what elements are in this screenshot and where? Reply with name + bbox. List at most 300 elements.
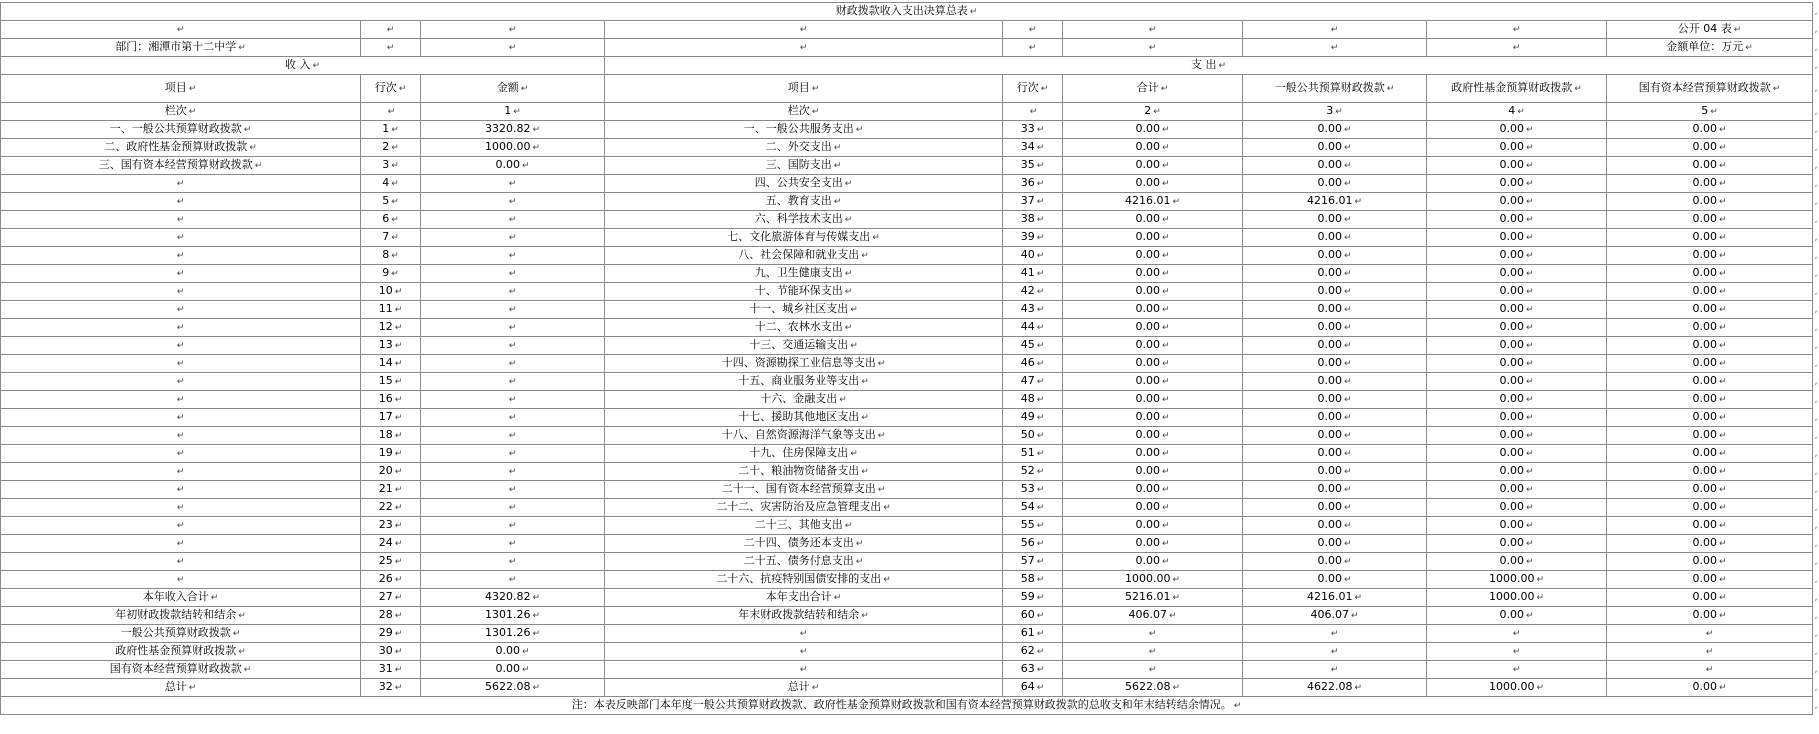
general-budget-cell[interactable] xyxy=(1243,607,1427,625)
income-item-cell[interactable] xyxy=(1,301,361,319)
expense-total-cell[interactable] xyxy=(1063,661,1243,679)
empty-cell[interactable] xyxy=(1003,21,1063,39)
expense-total-cell[interactable] xyxy=(1063,157,1243,175)
expense-line-no-cell[interactable] xyxy=(1003,409,1063,427)
income-amount-cell[interactable] xyxy=(421,265,605,283)
income-amount-cell[interactable] xyxy=(421,175,605,193)
expense-line-no-cell[interactable] xyxy=(1003,571,1063,589)
income-item-cell[interactable] xyxy=(1,211,361,229)
gov-fund-budget-cell[interactable] xyxy=(1427,679,1607,697)
expense-item-cell[interactable] xyxy=(605,643,1003,661)
general-budget-cell[interactable] xyxy=(1243,409,1427,427)
income-line-no-cell[interactable] xyxy=(361,139,421,157)
empty-cell[interactable] xyxy=(605,21,1003,39)
general-budget-cell[interactable] xyxy=(1243,481,1427,499)
expense-total-cell[interactable] xyxy=(1063,571,1243,589)
expense-line-no-cell[interactable] xyxy=(1003,157,1063,175)
expense-line-no-cell[interactable] xyxy=(1003,625,1063,643)
state-capital-budget-cell[interactable] xyxy=(1607,121,1813,139)
expense-total-cell[interactable] xyxy=(1063,643,1243,661)
expense-item-cell[interactable] xyxy=(605,265,1003,283)
income-item-cell[interactable] xyxy=(1,643,361,661)
general-budget-cell[interactable] xyxy=(1243,265,1427,283)
income-item-cell[interactable] xyxy=(1,499,361,517)
income-line-no-cell[interactable] xyxy=(361,445,421,463)
gov-fund-budget-cell[interactable] xyxy=(1427,463,1607,481)
income-line-no-cell[interactable] xyxy=(361,247,421,265)
expense-item-cell[interactable] xyxy=(605,553,1003,571)
expense-total-cell[interactable] xyxy=(1063,139,1243,157)
expense-item-cell[interactable] xyxy=(605,175,1003,193)
income-line-no-cell[interactable] xyxy=(361,319,421,337)
state-capital-budget-cell[interactable] xyxy=(1607,679,1813,697)
income-amount-cell[interactable] xyxy=(421,553,605,571)
income-amount-cell[interactable] xyxy=(421,607,605,625)
gov-fund-budget-cell[interactable] xyxy=(1427,517,1607,535)
expense-line-no-cell[interactable] xyxy=(1003,265,1063,283)
income-amount-cell[interactable] xyxy=(421,499,605,517)
gov-fund-budget-cell[interactable] xyxy=(1427,661,1607,679)
empty-cell[interactable] xyxy=(361,21,421,39)
expense-total-cell[interactable] xyxy=(1063,211,1243,229)
income-item-cell[interactable] xyxy=(1,607,361,625)
empty-cell[interactable] xyxy=(1063,39,1243,57)
state-capital-budget-cell[interactable] xyxy=(1607,229,1813,247)
expense-item-cell[interactable] xyxy=(605,535,1003,553)
expense-total-cell[interactable] xyxy=(1063,319,1243,337)
income-line-no-cell[interactable] xyxy=(361,211,421,229)
expense-line-no-cell[interactable] xyxy=(1003,175,1063,193)
expense-item-cell[interactable] xyxy=(605,661,1003,679)
gov-fund-budget-cell[interactable] xyxy=(1427,139,1607,157)
state-capital-budget-cell[interactable] xyxy=(1607,373,1813,391)
column-number-cell[interactable] xyxy=(421,103,605,121)
state-capital-budget-cell[interactable] xyxy=(1607,247,1813,265)
income-item-cell[interactable] xyxy=(1,175,361,193)
empty-cell[interactable] xyxy=(1427,21,1607,39)
empty-cell[interactable] xyxy=(1243,21,1427,39)
state-capital-budget-cell[interactable] xyxy=(1607,211,1813,229)
income-item-cell[interactable] xyxy=(1,535,361,553)
header-cell[interactable] xyxy=(1243,75,1427,103)
income-amount-cell[interactable] xyxy=(421,661,605,679)
income-amount-cell[interactable] xyxy=(421,427,605,445)
state-capital-budget-cell[interactable] xyxy=(1607,265,1813,283)
expense-total-cell[interactable] xyxy=(1063,301,1243,319)
income-amount-cell[interactable] xyxy=(421,211,605,229)
income-item-cell[interactable] xyxy=(1,571,361,589)
income-amount-cell[interactable] xyxy=(421,463,605,481)
state-capital-budget-cell[interactable] xyxy=(1607,571,1813,589)
income-item-cell[interactable] xyxy=(1,553,361,571)
expense-total-cell[interactable] xyxy=(1063,175,1243,193)
income-amount-cell[interactable] xyxy=(421,535,605,553)
expense-total-cell[interactable] xyxy=(1063,355,1243,373)
general-budget-cell[interactable] xyxy=(1243,283,1427,301)
expense-total-cell[interactable] xyxy=(1063,265,1243,283)
general-budget-cell[interactable] xyxy=(1243,175,1427,193)
general-budget-cell[interactable] xyxy=(1243,355,1427,373)
expense-item-cell[interactable] xyxy=(605,445,1003,463)
general-budget-cell[interactable] xyxy=(1243,427,1427,445)
income-line-no-cell[interactable] xyxy=(361,535,421,553)
expense-line-no-cell[interactable] xyxy=(1003,661,1063,679)
gov-fund-budget-cell[interactable] xyxy=(1427,535,1607,553)
expense-item-cell[interactable] xyxy=(605,247,1003,265)
column-number-cell[interactable] xyxy=(605,103,1003,121)
expense-item-cell[interactable] xyxy=(605,499,1003,517)
income-line-no-cell[interactable] xyxy=(361,571,421,589)
gov-fund-budget-cell[interactable] xyxy=(1427,337,1607,355)
income-section-cell[interactable] xyxy=(1,57,605,75)
income-amount-cell[interactable] xyxy=(421,139,605,157)
empty-cell[interactable] xyxy=(605,39,1003,57)
income-line-no-cell[interactable] xyxy=(361,679,421,697)
expense-line-no-cell[interactable] xyxy=(1003,589,1063,607)
general-budget-cell[interactable] xyxy=(1243,139,1427,157)
header-cell[interactable] xyxy=(1427,75,1607,103)
income-line-no-cell[interactable] xyxy=(361,589,421,607)
general-budget-cell[interactable] xyxy=(1243,445,1427,463)
state-capital-budget-cell[interactable] xyxy=(1607,301,1813,319)
gov-fund-budget-cell[interactable] xyxy=(1427,121,1607,139)
empty-cell[interactable] xyxy=(1243,39,1427,57)
expense-item-cell[interactable] xyxy=(605,625,1003,643)
expense-item-cell[interactable] xyxy=(605,337,1003,355)
gov-fund-budget-cell[interactable] xyxy=(1427,301,1607,319)
expense-total-cell[interactable] xyxy=(1063,589,1243,607)
state-capital-budget-cell[interactable] xyxy=(1607,625,1813,643)
income-item-cell[interactable] xyxy=(1,661,361,679)
expense-line-no-cell[interactable] xyxy=(1003,373,1063,391)
expense-line-no-cell[interactable] xyxy=(1003,499,1063,517)
income-line-no-cell[interactable] xyxy=(361,265,421,283)
expense-item-cell[interactable] xyxy=(605,229,1003,247)
income-line-no-cell[interactable] xyxy=(361,427,421,445)
general-budget-cell[interactable] xyxy=(1243,337,1427,355)
income-amount-cell[interactable] xyxy=(421,319,605,337)
income-amount-cell[interactable] xyxy=(421,301,605,319)
income-amount-cell[interactable] xyxy=(421,517,605,535)
expense-line-no-cell[interactable] xyxy=(1003,391,1063,409)
column-number-cell[interactable] xyxy=(1427,103,1607,121)
gov-fund-budget-cell[interactable] xyxy=(1427,589,1607,607)
gov-fund-budget-cell[interactable] xyxy=(1427,265,1607,283)
income-item-cell[interactable] xyxy=(1,229,361,247)
income-item-cell[interactable] xyxy=(1,121,361,139)
expense-line-no-cell[interactable] xyxy=(1003,229,1063,247)
column-number-cell[interactable] xyxy=(1607,103,1813,121)
general-budget-cell[interactable] xyxy=(1243,391,1427,409)
state-capital-budget-cell[interactable] xyxy=(1607,553,1813,571)
state-capital-budget-cell[interactable] xyxy=(1607,481,1813,499)
state-capital-budget-cell[interactable] xyxy=(1607,445,1813,463)
income-item-cell[interactable] xyxy=(1,679,361,697)
expense-total-cell[interactable] xyxy=(1063,391,1243,409)
expense-total-cell[interactable] xyxy=(1063,517,1243,535)
expense-line-no-cell[interactable] xyxy=(1003,463,1063,481)
department-cell[interactable] xyxy=(1,39,361,57)
empty-cell[interactable] xyxy=(1,21,361,39)
income-item-cell[interactable] xyxy=(1,373,361,391)
income-amount-cell[interactable] xyxy=(421,643,605,661)
gov-fund-budget-cell[interactable] xyxy=(1427,247,1607,265)
state-capital-budget-cell[interactable] xyxy=(1607,607,1813,625)
expense-total-cell[interactable] xyxy=(1063,481,1243,499)
general-budget-cell[interactable] xyxy=(1243,571,1427,589)
income-line-no-cell[interactable] xyxy=(361,481,421,499)
gov-fund-budget-cell[interactable] xyxy=(1427,283,1607,301)
expense-total-cell[interactable] xyxy=(1063,535,1243,553)
expense-item-cell[interactable] xyxy=(605,301,1003,319)
general-budget-cell[interactable] xyxy=(1243,553,1427,571)
income-item-cell[interactable] xyxy=(1,625,361,643)
expense-line-no-cell[interactable] xyxy=(1003,517,1063,535)
income-amount-cell[interactable] xyxy=(421,247,605,265)
income-amount-cell[interactable] xyxy=(421,625,605,643)
income-line-no-cell[interactable] xyxy=(361,517,421,535)
gov-fund-budget-cell[interactable] xyxy=(1427,571,1607,589)
unit-cell[interactable] xyxy=(1607,39,1813,57)
state-capital-budget-cell[interactable] xyxy=(1607,499,1813,517)
state-capital-budget-cell[interactable] xyxy=(1607,283,1813,301)
expense-item-cell[interactable] xyxy=(605,589,1003,607)
income-item-cell[interactable] xyxy=(1,193,361,211)
expense-line-no-cell[interactable] xyxy=(1003,247,1063,265)
header-cell[interactable] xyxy=(605,75,1003,103)
gov-fund-budget-cell[interactable] xyxy=(1427,157,1607,175)
income-line-no-cell[interactable] xyxy=(361,229,421,247)
income-item-cell[interactable] xyxy=(1,157,361,175)
income-item-cell[interactable] xyxy=(1,463,361,481)
income-line-no-cell[interactable] xyxy=(361,373,421,391)
expense-item-cell[interactable] xyxy=(605,373,1003,391)
state-capital-budget-cell[interactable] xyxy=(1607,463,1813,481)
income-line-no-cell[interactable] xyxy=(361,553,421,571)
income-line-no-cell[interactable] xyxy=(361,463,421,481)
income-item-cell[interactable] xyxy=(1,481,361,499)
income-line-no-cell[interactable] xyxy=(361,625,421,643)
income-item-cell[interactable] xyxy=(1,337,361,355)
expense-item-cell[interactable] xyxy=(605,139,1003,157)
gov-fund-budget-cell[interactable] xyxy=(1427,193,1607,211)
income-amount-cell[interactable] xyxy=(421,409,605,427)
gov-fund-budget-cell[interactable] xyxy=(1427,499,1607,517)
expense-line-no-cell[interactable] xyxy=(1003,355,1063,373)
income-item-cell[interactable] xyxy=(1,319,361,337)
expense-total-cell[interactable] xyxy=(1063,193,1243,211)
income-amount-cell[interactable] xyxy=(421,157,605,175)
expense-section-cell[interactable] xyxy=(605,57,1813,75)
gov-fund-budget-cell[interactable] xyxy=(1427,229,1607,247)
income-item-cell[interactable] xyxy=(1,265,361,283)
general-budget-cell[interactable] xyxy=(1243,463,1427,481)
expense-total-cell[interactable] xyxy=(1063,553,1243,571)
gov-fund-budget-cell[interactable] xyxy=(1427,391,1607,409)
general-budget-cell[interactable] xyxy=(1243,517,1427,535)
state-capital-budget-cell[interactable] xyxy=(1607,535,1813,553)
expense-item-cell[interactable] xyxy=(605,679,1003,697)
expense-item-cell[interactable] xyxy=(605,517,1003,535)
column-number-cell[interactable] xyxy=(361,103,421,121)
income-amount-cell[interactable] xyxy=(421,229,605,247)
state-capital-budget-cell[interactable] xyxy=(1607,517,1813,535)
expense-line-no-cell[interactable] xyxy=(1003,607,1063,625)
gov-fund-budget-cell[interactable] xyxy=(1427,607,1607,625)
expense-item-cell[interactable] xyxy=(605,355,1003,373)
income-line-no-cell[interactable] xyxy=(361,607,421,625)
gov-fund-budget-cell[interactable] xyxy=(1427,355,1607,373)
expense-total-cell[interactable] xyxy=(1063,373,1243,391)
expense-total-cell[interactable] xyxy=(1063,445,1243,463)
income-item-cell[interactable] xyxy=(1,427,361,445)
header-cell[interactable] xyxy=(421,75,605,103)
expense-item-cell[interactable] xyxy=(605,391,1003,409)
expense-line-no-cell[interactable] xyxy=(1003,319,1063,337)
gov-fund-budget-cell[interactable] xyxy=(1427,445,1607,463)
income-amount-cell[interactable] xyxy=(421,373,605,391)
expense-line-no-cell[interactable] xyxy=(1003,643,1063,661)
expense-total-cell[interactable] xyxy=(1063,607,1243,625)
column-number-cell[interactable] xyxy=(1003,103,1063,121)
empty-cell[interactable] xyxy=(1063,21,1243,39)
expense-line-no-cell[interactable] xyxy=(1003,553,1063,571)
expense-total-cell[interactable] xyxy=(1063,283,1243,301)
income-line-no-cell[interactable] xyxy=(361,661,421,679)
state-capital-budget-cell[interactable] xyxy=(1607,661,1813,679)
expense-item-cell[interactable] xyxy=(605,193,1003,211)
general-budget-cell[interactable] xyxy=(1243,193,1427,211)
income-amount-cell[interactable] xyxy=(421,481,605,499)
general-budget-cell[interactable] xyxy=(1243,157,1427,175)
expense-total-cell[interactable] xyxy=(1063,409,1243,427)
state-capital-budget-cell[interactable] xyxy=(1607,427,1813,445)
header-cell[interactable] xyxy=(1,75,361,103)
state-capital-budget-cell[interactable] xyxy=(1607,409,1813,427)
expense-line-no-cell[interactable] xyxy=(1003,445,1063,463)
income-amount-cell[interactable] xyxy=(421,121,605,139)
general-budget-cell[interactable] xyxy=(1243,373,1427,391)
expense-line-no-cell[interactable] xyxy=(1003,301,1063,319)
footnote-cell[interactable] xyxy=(1,697,1813,715)
expense-total-cell[interactable] xyxy=(1063,229,1243,247)
expense-line-no-cell[interactable] xyxy=(1003,211,1063,229)
gov-fund-budget-cell[interactable] xyxy=(1427,175,1607,193)
income-line-no-cell[interactable] xyxy=(361,121,421,139)
state-capital-budget-cell[interactable] xyxy=(1607,391,1813,409)
column-number-cell[interactable] xyxy=(1,103,361,121)
state-capital-budget-cell[interactable] xyxy=(1607,319,1813,337)
gov-fund-budget-cell[interactable] xyxy=(1427,319,1607,337)
expense-item-cell[interactable] xyxy=(605,283,1003,301)
state-capital-budget-cell[interactable] xyxy=(1607,355,1813,373)
expense-item-cell[interactable] xyxy=(605,571,1003,589)
income-line-no-cell[interactable] xyxy=(361,301,421,319)
expense-total-cell[interactable] xyxy=(1063,463,1243,481)
gov-fund-budget-cell[interactable] xyxy=(1427,373,1607,391)
income-line-no-cell[interactable] xyxy=(361,355,421,373)
income-line-no-cell[interactable] xyxy=(361,409,421,427)
general-budget-cell[interactable] xyxy=(1243,535,1427,553)
income-amount-cell[interactable] xyxy=(421,283,605,301)
state-capital-budget-cell[interactable] xyxy=(1607,157,1813,175)
expense-line-no-cell[interactable] xyxy=(1003,481,1063,499)
general-budget-cell[interactable] xyxy=(1243,679,1427,697)
empty-cell[interactable] xyxy=(421,21,605,39)
document-title-cell[interactable] xyxy=(1,3,1813,21)
income-amount-cell[interactable] xyxy=(421,571,605,589)
expense-item-cell[interactable] xyxy=(605,481,1003,499)
expense-total-cell[interactable] xyxy=(1063,427,1243,445)
header-cell[interactable] xyxy=(1063,75,1243,103)
income-item-cell[interactable] xyxy=(1,139,361,157)
expense-line-no-cell[interactable] xyxy=(1003,337,1063,355)
expense-line-no-cell[interactable] xyxy=(1003,427,1063,445)
expense-item-cell[interactable] xyxy=(605,121,1003,139)
general-budget-cell[interactable] xyxy=(1243,661,1427,679)
income-amount-cell[interactable] xyxy=(421,589,605,607)
expense-line-no-cell[interactable] xyxy=(1003,679,1063,697)
gov-fund-budget-cell[interactable] xyxy=(1427,427,1607,445)
income-line-no-cell[interactable] xyxy=(361,499,421,517)
general-budget-cell[interactable] xyxy=(1243,643,1427,661)
header-cell[interactable] xyxy=(361,75,421,103)
expense-line-no-cell[interactable] xyxy=(1003,535,1063,553)
expense-line-no-cell[interactable] xyxy=(1003,139,1063,157)
header-cell[interactable] xyxy=(1003,75,1063,103)
state-capital-budget-cell[interactable] xyxy=(1607,139,1813,157)
income-item-cell[interactable] xyxy=(1,445,361,463)
expense-total-cell[interactable] xyxy=(1063,247,1243,265)
income-line-no-cell[interactable] xyxy=(361,157,421,175)
income-item-cell[interactable] xyxy=(1,283,361,301)
expense-total-cell[interactable] xyxy=(1063,625,1243,643)
state-capital-budget-cell[interactable] xyxy=(1607,175,1813,193)
expense-total-cell[interactable] xyxy=(1063,121,1243,139)
column-number-cell[interactable] xyxy=(1063,103,1243,121)
income-line-no-cell[interactable] xyxy=(361,643,421,661)
income-item-cell[interactable] xyxy=(1,409,361,427)
state-capital-budget-cell[interactable] xyxy=(1607,193,1813,211)
income-item-cell[interactable] xyxy=(1,517,361,535)
income-item-cell[interactable] xyxy=(1,391,361,409)
expense-total-cell[interactable] xyxy=(1063,679,1243,697)
general-budget-cell[interactable] xyxy=(1243,247,1427,265)
general-budget-cell[interactable] xyxy=(1243,625,1427,643)
income-amount-cell[interactable] xyxy=(421,391,605,409)
income-line-no-cell[interactable] xyxy=(361,283,421,301)
expense-line-no-cell[interactable] xyxy=(1003,193,1063,211)
general-budget-cell[interactable] xyxy=(1243,301,1427,319)
expense-total-cell[interactable] xyxy=(1063,499,1243,517)
expense-item-cell[interactable] xyxy=(605,607,1003,625)
income-amount-cell[interactable] xyxy=(421,679,605,697)
gov-fund-budget-cell[interactable] xyxy=(1427,553,1607,571)
expense-item-cell[interactable] xyxy=(605,409,1003,427)
empty-cell[interactable] xyxy=(361,39,421,57)
income-item-cell[interactable] xyxy=(1,247,361,265)
income-amount-cell[interactable] xyxy=(421,337,605,355)
income-amount-cell[interactable] xyxy=(421,445,605,463)
general-budget-cell[interactable] xyxy=(1243,319,1427,337)
header-cell[interactable] xyxy=(1607,75,1813,103)
gov-fund-budget-cell[interactable] xyxy=(1427,211,1607,229)
income-line-no-cell[interactable] xyxy=(361,175,421,193)
expense-item-cell[interactable] xyxy=(605,319,1003,337)
gov-fund-budget-cell[interactable] xyxy=(1427,625,1607,643)
income-item-cell[interactable] xyxy=(1,355,361,373)
state-capital-budget-cell[interactable] xyxy=(1607,589,1813,607)
